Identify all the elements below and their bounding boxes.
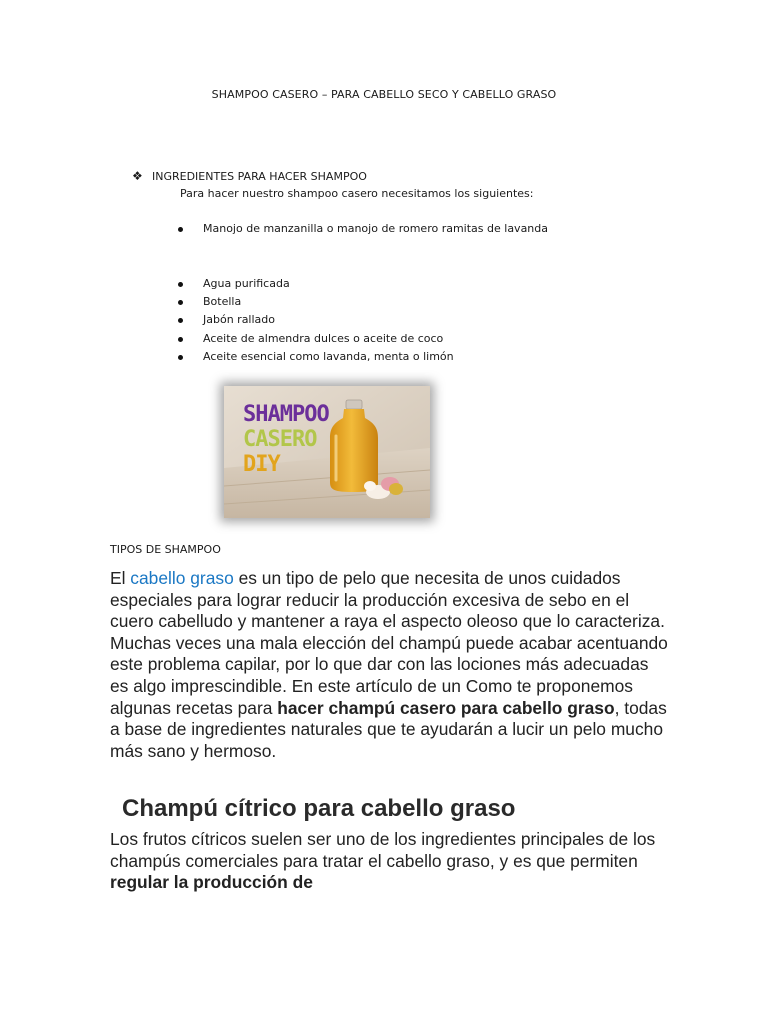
citrus-paragraph [110, 829, 670, 894]
oily-hair-paragraph [110, 568, 670, 762]
list-item: Jabón rallado [176, 311, 454, 329]
cabello-graso-link[interactable]: cabello graso [130, 568, 234, 588]
photo-caption [243, 402, 343, 477]
diamond-bullet-icon: ❖ [132, 169, 143, 183]
ingredients-heading [132, 169, 367, 183]
shampoo-photo [224, 386, 430, 518]
list-item: Aceite esencial como lavanda, menta o limón [176, 348, 454, 366]
paragraph-text: es un tipo de pelo que necesita de unos cuidados especiales para lograr reducir la producción excesiva de sebo en el cuero cabelludo y mantener a raya el aspecto oleoso que lo caracteriza. Muchas veces una mala elección del champú puede acabar acentuando este problema capilar, por lo que dar con las lociones más adecuadas es algo imprescindible. En este artículo de un Como te proponemos algunas recetas para [110, 568, 668, 718]
paragraph-bold-text: hacer champú casero para cabello graso [277, 697, 615, 718]
paragraph-text: El [110, 568, 131, 588]
document-title: SHAMPOO CASERO – PARA CABELLO SECO Y CABELLO GRASO [211, 88, 557, 101]
photo-caption-line: CASERO [243, 427, 317, 452]
ingredients-list-1 [176, 220, 548, 238]
ingredients-intro: Para hacer nuestro shampoo casero necesitamos los siguientes: [180, 187, 534, 200]
list-item: Botella [176, 293, 454, 311]
list-item: Agua purificada [176, 275, 454, 293]
section-heading: Champú cítrico para cabello graso [122, 795, 516, 822]
ingredients-list-2 [176, 275, 454, 366]
ingredients-heading-text: INGREDIENTES PARA HACER SHAMPOO [152, 170, 367, 183]
list-item: Manojo de manzanilla o manojo de romero ramitas de lavanda [176, 220, 548, 238]
photo-caption-line: DIY [243, 452, 280, 477]
paragraph-bold-text: regular la producción de [110, 872, 313, 893]
list-item: Aceite de almendra dulces o aceite de coco [176, 330, 454, 348]
paragraph-text: , todas a base de ingredientes naturales que te ayudarán a lucir un pelo mucho más sano y hermoso. [110, 697, 667, 761]
paragraph-text: Los frutos cítricos suelen ser uno de los ingredientes principales de los champús comerciales para tratar el cabello graso, y es que permiten [110, 829, 656, 871]
tipos-heading: TIPOS DE SHAMPOO [110, 543, 221, 556]
photo-caption-line: SHAMPOO [243, 402, 329, 427]
